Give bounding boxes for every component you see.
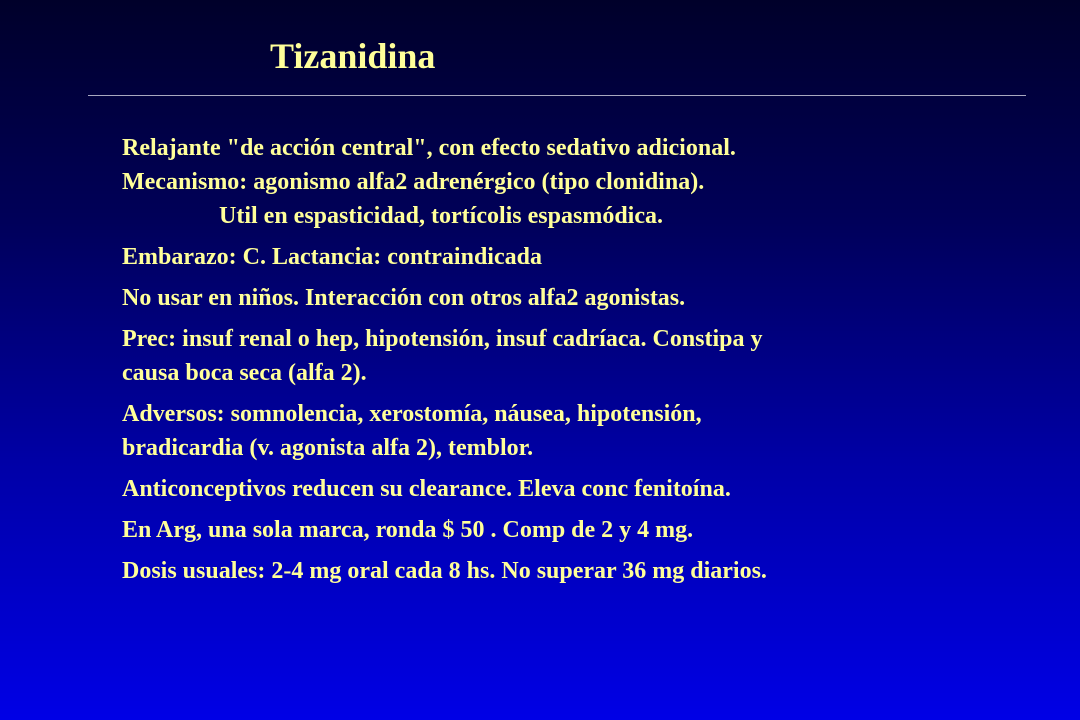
text-line: Dosis usuales: 2-4 mg oral cada 8 hs. No superar 36 mg diarios. (122, 558, 767, 584)
paragraph-pregnancy (122, 240, 1052, 274)
text-line: bradicardia (v. agonista alfa 2), temblor. (122, 435, 534, 461)
text-line: Prec: insuf renal o hep, hipotensión, insuf cadríaca. Constipa y (122, 326, 763, 352)
slide-body (122, 131, 1052, 588)
text-line: En Arg, una sola marca, ronda $ 50 . Comp de 2 y 4 mg. (122, 517, 694, 543)
paragraph-adverse-effects (122, 397, 1052, 465)
slide-title: Tizanidina (270, 36, 436, 76)
paragraph-market (122, 513, 1052, 547)
text-line: Anticonceptivos reducen su clearance. Eleva conc fenitoína. (122, 476, 731, 502)
text-line: Mecanismo: agonismo alfa2 adrenérgico (tipo clonidina). (122, 169, 705, 195)
title-divider (88, 95, 1026, 96)
paragraph-children (122, 281, 1052, 315)
text-line: causa boca seca (alfa 2). (122, 360, 367, 386)
text-line-indented: Util en espasticidad, tortícolis espasmódica. (219, 203, 663, 229)
paragraph-dosage (122, 554, 1052, 588)
paragraph-precautions (122, 322, 1052, 390)
paragraph-interactions (122, 472, 1052, 506)
text-line: No usar en niños. Interacción con otros alfa2 agonistas. (122, 285, 686, 311)
text-line: Adversos: somnolencia, xerostomía, náusea, hipotensión, (122, 401, 702, 427)
text-line: Relajante "de acción central", con efecto sedativo adicional. (122, 135, 736, 161)
paragraph-description (122, 131, 1052, 233)
text-line: Embarazo: C. Lactancia: contraindicada (122, 244, 542, 270)
